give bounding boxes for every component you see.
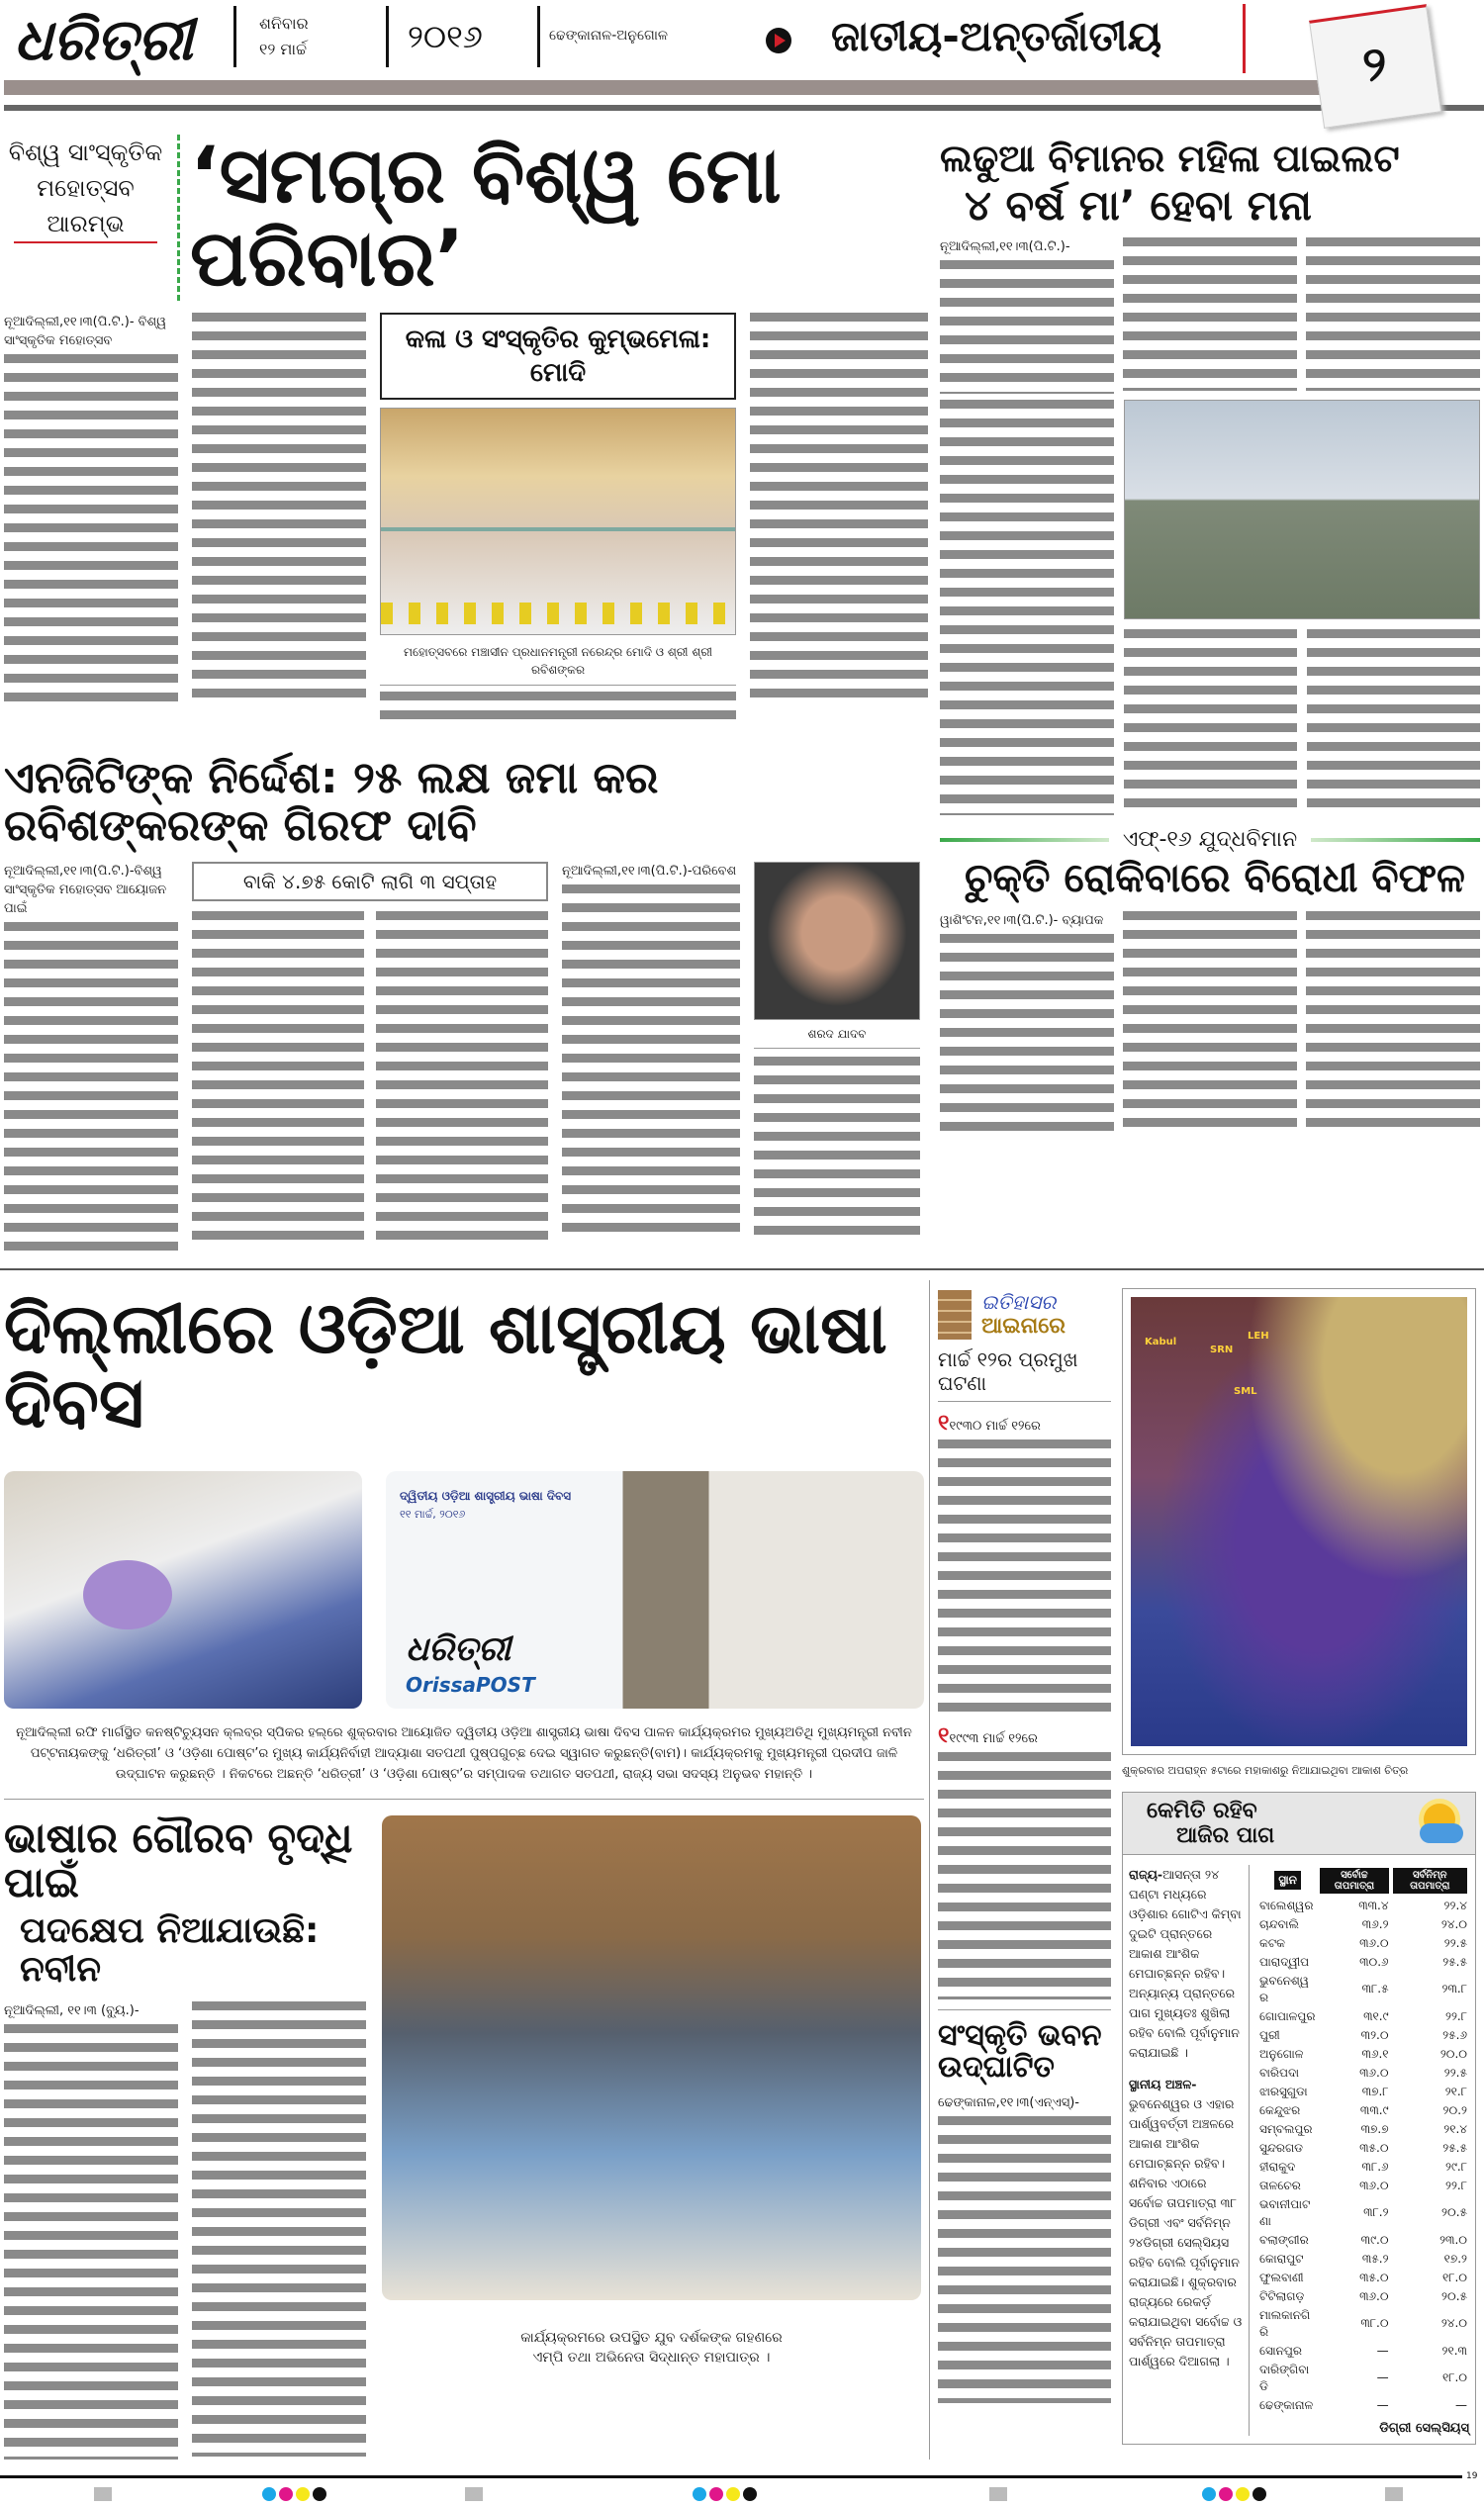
weather-max: ୩୭.୭ [1360, 2121, 1389, 2136]
story5-photo-lamp [386, 1471, 924, 1709]
weather-table [1257, 1865, 1469, 2415]
story2-photo-pilots [1124, 400, 1480, 619]
weather-max: ୩୨.୦ [1360, 2027, 1389, 2042]
weather-max: ୩୬.୧ [1361, 2046, 1389, 2061]
weather-place: ଚାନ୍ଦବାଲି [1259, 1916, 1299, 1931]
story1-headline: ‘ସମଗ୍ର ବିଶ୍ୱ ମୋ ପରିବାର’ [190, 132, 782, 305]
sun-cloud-icon [1416, 1802, 1465, 1845]
weather-box [1122, 1792, 1476, 2445]
weather-max: ୩୬.୨ [1361, 1916, 1389, 1931]
weather-min: ୨୫.୫ [1442, 2140, 1467, 2155]
history-title-line1: ଇତିହାସର [981, 1289, 1057, 1314]
header-place: ସ୍ଥାନ [1274, 1871, 1301, 1890]
story1-kicker: ବିଶ୍ୱ ସାଂସ୍କୃତିକ ମହୋତ୍ସବ ଆରମ୍ଭ [4, 135, 167, 243]
story5-caption: ନୂଆଦିଲ୍ଲୀ ରଫି ମାର୍ଗସ୍ଥିତ କନଷ୍ଟିଚ୍ୟୁସନ କ୍ଲବ୍‌ର ସ୍ପିକର ହଲ୍‌ରେ ଶୁକ୍ରବାର ଆୟୋଜିତ ଦ୍ୱିତୀୟ ଓଡ଼ିଆ ଶାସ୍ତ୍ରୀୟ ଭାଷା ଦିବସ ପାଳନ କାର୍ଯ୍ୟକ୍ରମର ମୁଖ୍ୟଅତିଥି ମୁଖ୍ୟମନ୍ତ୍ରୀ ନବୀନ ପଟ୍ଟନାୟକଙ୍କୁ ‘ଧରିତ୍ରୀ’ ଓ ‘ଓଡ଼ିଶା ପୋଷ୍ଟ’ର ମୁଖ୍ୟ କାର୍ଯ୍ୟନିର୍ବାହୀ ଆଦ୍ୟାଶା ସତପଥୀ ପୁଷ୍ପଗୁଚ୍ଛ ଦେଇ ସ୍ୱାଗତ କରୁଛନ୍ତି(ବାମ)। କାର୍ଯ୍ୟକ୍ରମକୁ ମୁଖ୍ୟମନ୍ତ୍ରୀ ପ୍ରଦୀପ ଜାଳି ଉଦ୍‌ଘାଟନ କରୁଛନ୍ତି । ନିକଟରେ ଅଛନ୍ତି ‘ଧରିତ୍ରୀ’ ଓ ‘ଓଡ଼ିଶା ପୋଷ୍ଟ’ର ସମ୍ପାଦକ ତଥାଗତ ସତପଥୀ, ରାଜ୍ୟ ସଭା ସଦସ୍ୟ ଅନୁଭବ ମହାନ୍ତି । [16, 1724, 912, 1782]
story6-photo-caption-line1: କାର୍ଯ୍ୟକ୍ରମରେ ଉପସ୍ଥିତ ଯୁବ ଦର୍ଶକଙ୍କ ଗହଣରେ [520, 2329, 783, 2346]
weather-max: ୩୧.୯ [1363, 2008, 1389, 2023]
weather-row [1257, 2396, 1469, 2415]
map-label-leh: LEH [1248, 1330, 1269, 1342]
banner-date: ୧୧ ମାର୍ଚ୍ଚ, ୨୦୧୬ [400, 1507, 466, 1521]
weather-place: ବାଲେଶ୍ୱର [1259, 1898, 1314, 1912]
weather-place: ପୁରୀ [1259, 2027, 1280, 2042]
weather-row [1257, 2361, 1469, 2396]
history-books-icon [938, 1290, 972, 1340]
story2-headline-line2: ୪ ବର୍ଷ ମା’ ହେବା ମନା [965, 181, 1312, 231]
culture-headline-line2: ଉଦ୍‌ଘାଟିତ [938, 2049, 1055, 2085]
weather-min: ୨୦.୫ [1441, 2205, 1467, 2219]
weather-min: ୧୮.୦ [1441, 2270, 1467, 2284]
weather-max: ୩୦.୬ [1359, 1954, 1389, 1969]
issue-day: ଶନିବାର [259, 14, 309, 33]
story3-box-text: ବାକି ୪.୭୫ କୋଟି ଲାଗି ୩ ସପ୍ତାହ [242, 869, 498, 893]
issue-date: ୧୨ ମାର୍ଚ୍ଚ [259, 40, 308, 58]
weather-place: ଦାରିଙ୍ଗିବାଡି [1259, 2362, 1310, 2393]
map-label-kabul: Kabul [1145, 1336, 1177, 1347]
weather-max: ୩୯.୦ [1360, 2232, 1389, 2247]
story3-headline: ଏନଜିଟିଙ୍କ ନିର୍ଦ୍ଦେଶ: ୨୫ ଲକ୍ଷ ଜମା କର ରବିଶଙ୍କରଙ୍କ ଗିରଫ ଦାବି [4, 753, 659, 851]
weather-min: ୨୨.୮ [1444, 2008, 1467, 2023]
weather-row [1257, 2287, 1469, 2306]
weather-max: ୩୫.୨ [1361, 2251, 1389, 2266]
weather-min: ୨୯.୮ [1444, 2159, 1467, 2174]
weather-place: ଝାରସୁଗୁଡା [1259, 2084, 1308, 2098]
weather-min: ୧୭.୨ [1443, 2251, 1467, 2266]
folio: 19 [1466, 2471, 1478, 2482]
weather-place: କୋରାପୁଟ [1259, 2251, 1304, 2266]
footer-rule [0, 2475, 1462, 2478]
weather-row [1257, 2064, 1469, 2083]
weather-max: ୩୫.୦ [1359, 2270, 1389, 2284]
weather-row [1257, 2101, 1469, 2120]
weather-min: ୨୦.୦ [1439, 2046, 1467, 2061]
weather-max: ୩୬.୦ [1359, 2288, 1389, 2303]
weather-min: ୨୨.୪ [1443, 1898, 1467, 1912]
weather-place: ଅନୁଗୋଳ [1259, 2046, 1304, 2061]
map-label-srn: SRN [1210, 1344, 1234, 1355]
weather-row [1257, 2269, 1469, 2287]
weather-min: ୨୫.୬ [1442, 2027, 1467, 2042]
story1-photo-caption: ମହୋତ୍ସବରେ ମଞ୍ଚାସୀନ ପ୍ରଧାନମନ୍ତ୍ରୀ ନରେନ୍ଦ୍ର ମୋଦି ଓ ଶ୍ରୀ ଶ୍ରୀ ରବିଶଙ୍କର [404, 645, 712, 678]
story4-lead: ୱାଶିଂଟନ,୧୧।୩(ପି.ଟି.)- ବ୍ୟାପକ [940, 912, 1104, 928]
weather-place: କେନ୍ଦୁଝର [1259, 2102, 1301, 2117]
weather-place: ଭୁବନେଶ୍ୱର [1259, 1973, 1309, 2004]
story4-rule-right [1311, 838, 1480, 842]
story2-lead: ନୂଆଦିଲ୍ଲୀ,୧୧।୩(ପି.ଟି.)- [940, 239, 1070, 255]
weather-place: ବଲାଙ୍ଗୀର [1259, 2232, 1309, 2247]
header-min: ସର୍ବନିମ୍ନ ତାପମାତ୍ରା [1393, 1868, 1467, 1894]
story3-lead2: ନୂଆଦିଲ୍ଲୀ,୧୧।୩(ପି.ଟି.)-ପରିବେଶ [562, 863, 737, 879]
weather-table-header [1257, 1865, 1469, 1897]
history-item2-lead: ୧୧୯୯୩ ମାର୍ଚ୍ଚ ୧୨ରେ [938, 1722, 1038, 1748]
weather-place: ସମ୍ବଲପୁର [1259, 2121, 1313, 2136]
weather-max: ୩୬.୦ [1359, 1935, 1389, 1950]
story6-headline-line2: ପଦକ୍ଷେପ ନିଆଯାଉଛି: ନବୀନ [20, 1910, 320, 1991]
history-subtitle: ମାର୍ଚ୍ଚ ୧୨ର ପ୍ରମୁଖ ଘଟଣା [938, 1346, 1078, 1395]
weather-min: ୨୪.୦ [1440, 1916, 1467, 1931]
weather-min: ୨୫.୫ [1442, 1954, 1467, 1969]
weather-min: ୨୧.୪ [1443, 2121, 1467, 2136]
kicker-divider [177, 135, 180, 301]
weather-min: ୧୮.୦ [1441, 2370, 1467, 2384]
weather-row [1257, 2120, 1469, 2139]
weather-min: ୨୨.୮ [1444, 2178, 1467, 2192]
story6-photo-audience [382, 1815, 921, 2300]
weather-row [1257, 2026, 1469, 2045]
weather-place: ମାଲକାନଗିରି [1259, 2307, 1311, 2339]
weather-row [1257, 1934, 1469, 1953]
weather-min: ୨୩.୦ [1439, 2232, 1467, 2247]
section-divider [1243, 4, 1246, 73]
weather-place: ବାରିପଦା [1259, 2065, 1299, 2080]
weather-max: — [1376, 2343, 1389, 2358]
banner-text: ଦ୍ୱିତୀୟ ଓଡ଼ିଆ ଶାସ୍ତ୍ରୀୟ ଭାଷା ଦିବସ [400, 1488, 572, 1503]
edition-name: ଢେଙ୍କାନାଳ-ଅନୁଗୋଳ [549, 28, 669, 44]
story4-headline: ଚୁକ୍ତି ରୋକିବାରେ ବିରୋଧୀ ବିଫଳ [965, 856, 1465, 902]
weather-place: ତାଳଚେର [1259, 2178, 1301, 2192]
history-item1-lead: ୧୧୯୩୦ ମାର୍ଚ୍ଚ ୧୨ରେ [938, 1410, 1041, 1436]
weather-place: ଢେଙ୍କାନାଳ [1259, 2397, 1314, 2412]
weather-max: ୩୫.୦ [1359, 2140, 1389, 2155]
history-title-line2: ଆଇନାରେ [981, 1313, 1066, 1339]
masthead-rule [4, 105, 1484, 111]
weather-row [1257, 2083, 1469, 2101]
weather-max: ୩୬.୦ [1359, 2178, 1389, 2192]
masthead-bar [4, 80, 1349, 95]
weather-row [1257, 1972, 1469, 2007]
story1-subhead-box [380, 313, 736, 400]
weather-place: ସୋନପୁର [1259, 2343, 1302, 2358]
weather-place: ଭବାନୀପାଟଣା [1259, 2196, 1311, 2228]
registration-marks [0, 2487, 1484, 2503]
weather-min: ୨୦.୫ [1441, 2288, 1467, 2303]
weather-min: — [1455, 2397, 1467, 2412]
weather-max: ୩୮.୫ [1361, 1982, 1389, 1996]
story6-lead: ନୂଆଦିଲ୍ଲୀ, ୧୧।୩ (ବ୍ୟୁ.)- [4, 2003, 139, 2019]
weather-title-line1: କେମିତି ରହିବ [1147, 1798, 1257, 1823]
weather-row [1257, 2007, 1469, 2026]
weather-place: ସୁନ୍ଦରଗଡ [1259, 2140, 1304, 2155]
weather-row [1257, 1897, 1469, 1915]
story3-photo-sharad [754, 862, 920, 1020]
map-label-sml: SML [1234, 1385, 1257, 1397]
banner-logo-orissapost: OrissaPOST [406, 1672, 535, 1697]
weather-row [1257, 2306, 1469, 2342]
weather-local-label: ସ୍ଥାନୀୟ ଅଞ୍ଚଳ- [1129, 2076, 1197, 2091]
story5-photo-welcome [4, 1471, 362, 1709]
weather-max: ୩୩.୯ [1359, 2102, 1389, 2117]
weather-place: ଟିଟିଲାଗଡ଼ [1259, 2288, 1305, 2303]
culture-lead: ଢେଙ୍କାନାଳ,୧୧।୩(ଏନ୍‌ଏସ୍)- [938, 2095, 1079, 2111]
weather-row [1257, 2342, 1469, 2361]
weather-max: ୩୩.୪ [1358, 1898, 1389, 1912]
weather-max: ୩୮.୦ [1360, 2316, 1389, 2330]
weather-max: — [1376, 2370, 1389, 2384]
weather-min: ୨୧.୩ [1441, 2343, 1467, 2358]
story3-photo-caption: ଶରଦ ଯାଦବ [807, 1026, 867, 1041]
banner-logo: ଧରିତ୍ରୀ [406, 1628, 511, 1669]
weather-local-text: ଭୁବନେଶ୍ୱର ଓ ଏହାର ପାର୍ଶ୍ୱବର୍ତ୍ତୀ ଅଞ୍ଚଳରେ ଆକାଶ ଆଂଶିକ ମେଘାଚ୍ଛନ୍ନ ରହିବ। ଶନିବାର ଏଠାରେ ସର୍ବୋଚ୍ଚ ତାପମାତ୍ରା ୩୮ ଡିଗ୍ରୀ ଏବଂ ସର୍ବନିମ୍ନ ୨୪ଡିଗ୍ରୀ ସେଲ୍‌ସିୟସ ରହିବ ବୋଲି ପୂର୍ବାନୁମାନ କରାଯାଇଛି। ଶୁକ୍ରବାର ରାଜ୍ୟରେ ରେକର୍ଡ଼ କରାଯାଇଥିବା ସର୍ବୋଚ୍ଚ ଓ ସର୍ବନିମ୍ନ ତାପମାତ୍ରା ପାର୍ଶ୍ୱରେ ଦିଆଗଲା । [1129, 2095, 1243, 2368]
page-number-tab [1309, 4, 1441, 129]
weather-header [1123, 1793, 1475, 1855]
story4-rule-left [940, 838, 1109, 842]
weather-place: କଟକ [1259, 1935, 1286, 1950]
weather-min: ୨୧.୮ [1444, 2084, 1467, 2098]
weather-max: — [1376, 2397, 1389, 2412]
story6-headline-line1: ଭାଷାର ଗୌରବ ବୃଦ୍ଧି ପାଇଁ [4, 1812, 353, 1907]
satellite-map-frame [1122, 1288, 1476, 1755]
section-title: ଜାତୀୟ-ଅନ୍ତର୍ଜାତୀୟ [831, 12, 1162, 60]
story3-lead: ନୂଆଦିଲ୍ଲୀ,୧୧।୩(ପି.ଟି.)-ବିଶ୍ୱ ସାଂସ୍କୃତିକ ମହୋତ୍ସବ ଆୟୋଜନ ପାଇଁ [4, 863, 167, 916]
weather-title-line2: ଆଜିର ପାଗ [1176, 1822, 1275, 1848]
weather-min: ୨୪.୦ [1440, 2316, 1467, 2330]
weather-max: ୩୮.୬ [1361, 2159, 1389, 2174]
weather-row [1257, 2250, 1469, 2269]
story1-photo-modi [380, 408, 736, 635]
weather-row [1257, 2158, 1469, 2177]
weather-place: ହୀରାକୁଦ [1259, 2159, 1296, 2174]
map-caption: ଶୁକ୍ରବାର ଅପରାହ୍ନ ୫ଟାରେ ମହାକାଶରୁ ନିଆଯାଇଥିବା ଆକାଶ ଚିତ୍ର [1122, 1763, 1409, 1777]
story4-kicker: ଏଫ୍-୧୬ ଯୁଦ୍ଧବିମାନ [1122, 827, 1298, 853]
weather-row [1257, 2177, 1469, 2195]
page-number: ୨ [1358, 35, 1391, 94]
weather-place: ଗୋପାଳପୁର [1259, 2008, 1316, 2023]
weather-state-text: ଆସନ୍ତା ୨୪ ଘଣ୍ଟା ମଧ୍ୟରେ ଓଡ଼ିଶାର ଗୋଟିଏ କିମ୍ବା ଦୁଇଟି ପ୍ରାନ୍ତରେ ଆକାଶ ଆଂଶିକ ମେଘାଚ୍ଛନ୍ନ ରହିବ। ଅନ୍ୟାନ୍ୟ ପ୍ରାନ୍ତରେ ପାଗ ମୁଖ୍ୟତଃ ଶୁଖିଲା ରହିବ ବୋଲି ପୂର୍ବାନୁମାନ କରାଯାଇଛି । [1129, 1866, 1242, 2060]
weather-row [1257, 2045, 1469, 2064]
weather-max: ୩୭.୮ [1361, 2084, 1389, 2098]
weather-min: ୨୨.୫ [1443, 2065, 1467, 2080]
weather-min: ୨୦.୨ [1442, 2102, 1467, 2117]
story3-box [192, 862, 548, 901]
culture-headline-line1: ସଂସ୍କୃତି ଭବନ [938, 2017, 1102, 2053]
story1-subhead: କଳା ଓ ସଂସ୍କୃତିର କୁମ୍ଭମେଳା: ମୋଦି [405, 325, 711, 389]
weather-row [1257, 1915, 1469, 1934]
story5-headline: ଦିଲ୍ଲୀରେ ଓଡ଼ିଆ ଶାସ୍ତ୍ରୀୟ ଭାଷା ଦିବସ [4, 1287, 887, 1444]
weather-row [1257, 2195, 1469, 2231]
story6-photo-caption-line2: ଏମ୍‌ପି ତଥା ଅଭିନେତା ସିଦ୍ଧାନ୍ତ ମହାପାତ୍ର । [532, 2349, 771, 2366]
section-bullet-icon [766, 28, 791, 53]
weather-row [1257, 2139, 1469, 2158]
weather-row [1257, 1953, 1469, 1972]
story1-lead: ନୂଆଦିଲ୍ଲୀ,୧୧।୩(ପି.ଟି.)- ବିଶ୍ୱ ସାଂସ୍କୃତିକ ମହୋତ୍ସବ [4, 315, 167, 349]
newspaper-logo: ଧରିତ୍ରୀ [14, 6, 194, 73]
weather-place: ପାରାଦ୍ୱୀପ [1259, 1954, 1310, 1969]
story2-headline-line1: ଲଢୁଆ ବିମାନର ମହିଳା ପାଇଲଟ [940, 137, 1400, 180]
weather-unit: ଡିଗ୍ରୀ ସେଲ୍‌ସିୟସ୍ [1379, 2420, 1469, 2436]
weather-min: ୨୨.୫ [1443, 1935, 1467, 1950]
satellite-map [1131, 1297, 1467, 1746]
weather-row [1257, 2231, 1469, 2250]
weather-state-label: ରାଜ୍ୟ- [1129, 1866, 1163, 1882]
header-max: ସର୍ବୋଚ୍ଚ ତାପମାତ୍ରା [1320, 1868, 1388, 1894]
weather-max: ୩୬.୦ [1359, 2065, 1389, 2080]
issue-year: ୨୦୧୬ [408, 18, 483, 55]
weather-place: ଫୁଲବାଣୀ [1259, 2270, 1304, 2284]
weather-min: ୨୩.୮ [1441, 1982, 1467, 1996]
weather-max: ୩୮.୨ [1363, 2205, 1389, 2219]
